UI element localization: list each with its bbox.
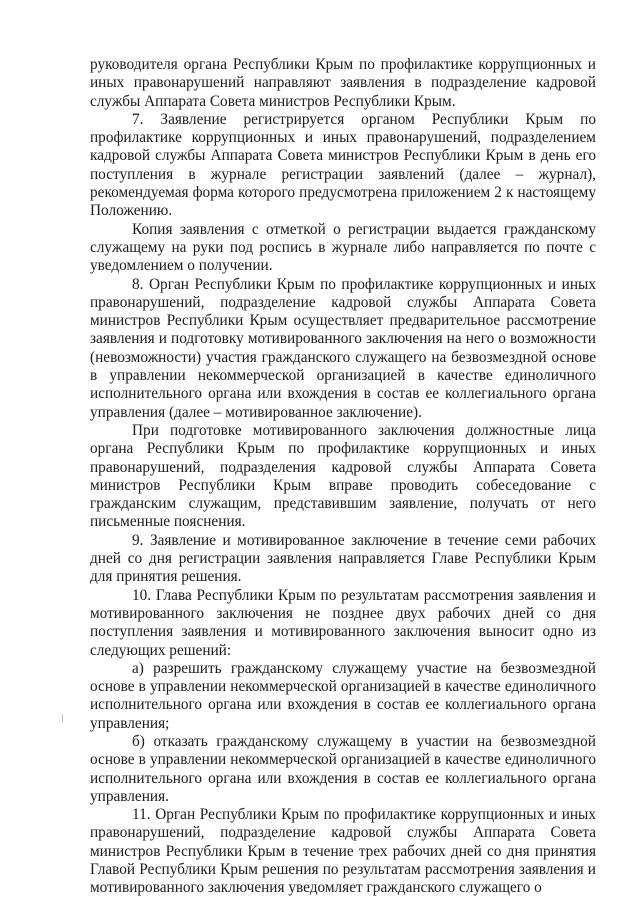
paragraph-preparation: При подготовке мотивированного заключения должностные лица органа Республики Крым по профилактике коррупционных и иных правонарушений, подразделения кадровой службы Аппарата Совета министров Республики Крым вправе проводить собеседование с гражданским служащим, представившим заявление, получать от него письменные пояснения. (90, 421, 596, 531)
paragraph-item-7: 7. Заявление регистрируется органом Республики Крым по профилактике коррупционных и иных правонарушений, подразделением кадровой службы Аппарата Совета министров Республики Крым в день его поступления в журнале регистрации заявлений (далее – журнал), рекомендуемая форма которого предусмотрена приложением 2 к настоящему Положению. (90, 110, 596, 220)
paragraph-item-9: 9. Заявление и мотивированное заключение в течение семи рабочих дней со дня регистрации заявления направляется Главе Республики Крым для принятия решения. (90, 531, 596, 586)
document-body (90, 56, 596, 898)
paragraph-continuation: руководителя органа Республики Крым по профилактике коррупционных и иных правонарушений направляют заявления в подразделение кадровой службы Аппарата Совета министров Республики Крым. (90, 56, 596, 110)
paragraph-copy-registration: Копия заявления с отметкой о регистрации выдается гражданскому служащему на руки под роспись в журнале либо направляется по почте с уведомлением о получении. (90, 220, 596, 275)
paragraph-item-11: 11. Орган Республики Крым по профилактике коррупционных и иных правонарушений, подразделение кадровой службы Аппарата Совета министров Республики Крым в течение трех рабочих дней со дня принятия Главой Республики Крым решения по результатам рассмотрения заявления и мотивированного заключения уведомляет гражданского служащего о (90, 806, 596, 897)
paragraph-item-10-a: а) разрешить гражданскому служащему участие на безвозмездной основе в управлении некоммерческой организацией в качестве единоличного исполнительного органа или вхождения в состав ее коллегиального органа управления; (90, 659, 596, 732)
scan-margin-mark (62, 714, 63, 722)
paragraph-item-10: 10. Глава Республики Крым по результатам рассмотрения заявления и мотивированного заключения не позднее двух рабочих дней со дня поступления заявления и мотивированного заключения выносит одно из следующих решений: (90, 586, 596, 659)
paragraph-item-10-b: б) отказать гражданскому служащему в участии на безвозмездной основе в управлении некоммерческой организацией в качестве единоличного исполнительного органа или вхождения в состав ее коллегиального органа управления. (90, 732, 596, 805)
paragraph-item-8: 8. Орган Республики Крым по профилактике коррупционных и иных правонарушений, подразделение кадровой службы Аппарата Совета министров Республики Крым осуществляет предварительное рассмотрение заявления и подготовку мотивированного заключения на него о возможности (невозможности) участия гражданского служащего на безвозмездной основе в управлении некоммерческой организацией в качестве единоличного исполнительного органа или вхождения в состав ее коллегиального органа управления (далее – мотивированное заключение). (90, 275, 596, 421)
